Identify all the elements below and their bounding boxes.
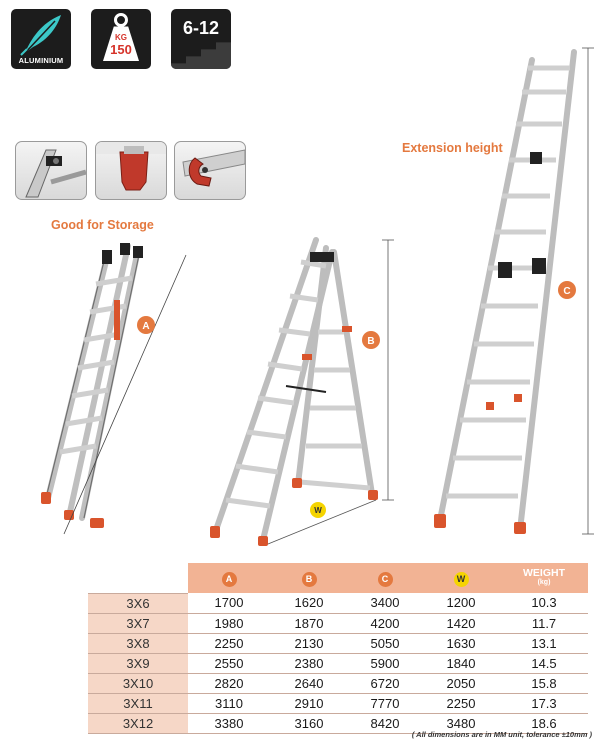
a-cell: 2550 bbox=[188, 653, 270, 673]
model-cell: 3X9 bbox=[88, 653, 188, 673]
marker-a-label: A bbox=[142, 321, 150, 332]
c-cell: 5900 bbox=[348, 653, 422, 673]
weight-cell: 15.8 bbox=[500, 673, 588, 693]
weight-cell: 14.5 bbox=[500, 653, 588, 673]
weight-cell: 18.6 bbox=[500, 713, 588, 733]
w-cell: 2250 bbox=[422, 693, 500, 713]
a-cell: 3380 bbox=[188, 713, 270, 733]
a-cell: 3110 bbox=[188, 693, 270, 713]
b-cell: 3160 bbox=[270, 713, 348, 733]
weight-unit: (kg) bbox=[537, 579, 551, 586]
header-c-marker: C bbox=[378, 572, 393, 587]
header-c bbox=[348, 563, 422, 593]
w-cell: 1630 bbox=[422, 633, 500, 653]
marker-w-label: W bbox=[314, 506, 322, 515]
b-cell: 2130 bbox=[270, 633, 348, 653]
storage-caption: Good for Storage bbox=[51, 218, 154, 232]
a-cell: 2820 bbox=[188, 673, 270, 693]
extension-caption: Extension height bbox=[402, 141, 503, 155]
b-cell: 2640 bbox=[270, 673, 348, 693]
w-cell: 2050 bbox=[422, 673, 500, 693]
extension-ladder-image bbox=[434, 52, 574, 534]
header-w bbox=[422, 563, 500, 593]
c-cell: 4200 bbox=[348, 613, 422, 633]
marker-b bbox=[362, 331, 380, 349]
model-cell: 3X6 bbox=[88, 593, 188, 613]
header-a-marker: A bbox=[222, 572, 237, 587]
weight-cell: 17.3 bbox=[500, 693, 588, 713]
b-cell: 2910 bbox=[270, 693, 348, 713]
c-cell: 7770 bbox=[348, 693, 422, 713]
model-cell: 3X8 bbox=[88, 633, 188, 653]
weight-cell: 10.3 bbox=[500, 593, 588, 613]
table-row bbox=[88, 673, 588, 693]
aluminium-label: ALUMINIUM bbox=[18, 56, 64, 65]
c-cell: 8420 bbox=[348, 713, 422, 733]
table-header-row bbox=[88, 563, 588, 593]
a-cell: 1700 bbox=[188, 593, 270, 613]
weight-label: WEIGHT bbox=[523, 567, 565, 579]
w-cell: 1840 bbox=[422, 653, 500, 673]
b-cell: 1620 bbox=[270, 593, 348, 613]
header-a bbox=[188, 563, 270, 593]
c-cell: 3400 bbox=[348, 593, 422, 613]
model-cell: 3X10 bbox=[88, 673, 188, 693]
weight-cell: 13.1 bbox=[500, 633, 588, 653]
storage-ladder-image bbox=[41, 243, 143, 528]
specification-table bbox=[88, 563, 588, 734]
weight-cell: 11.7 bbox=[500, 613, 588, 633]
header-w-marker: W bbox=[454, 572, 469, 587]
header-b bbox=[270, 563, 348, 593]
header-b-marker: B bbox=[302, 572, 317, 587]
w-cell: 1420 bbox=[422, 613, 500, 633]
a-cell: 1980 bbox=[188, 613, 270, 633]
b-cell: 2380 bbox=[270, 653, 348, 673]
table-footnote: ( All dimensions are in MM unit, tolerance ±10mm ) bbox=[411, 730, 592, 739]
marker-a bbox=[137, 316, 155, 334]
kg-unit-label: KG bbox=[115, 33, 127, 42]
table-row bbox=[88, 633, 588, 653]
marker-b-label: B bbox=[367, 336, 375, 347]
table-row bbox=[88, 653, 588, 673]
w-cell: 3480 bbox=[422, 713, 500, 733]
marker-c-label: C bbox=[563, 286, 571, 297]
header-model bbox=[88, 563, 188, 593]
c-cell: 6720 bbox=[348, 673, 422, 693]
steps-range: 6-12 bbox=[182, 18, 220, 38]
c-cell: 5050 bbox=[348, 633, 422, 653]
marker-c bbox=[558, 281, 576, 299]
table-row bbox=[88, 693, 588, 713]
model-cell: 3X11 bbox=[88, 693, 188, 713]
header-weight bbox=[500, 563, 588, 593]
model-cell: 3X12 bbox=[88, 713, 188, 733]
b-cell: 1870 bbox=[270, 613, 348, 633]
a-frame-ladder-image bbox=[210, 240, 378, 546]
w-cell: 1200 bbox=[422, 593, 500, 613]
a-cell: 2250 bbox=[188, 633, 270, 653]
model-cell: 3X7 bbox=[88, 613, 188, 633]
kg-value: 150 bbox=[110, 42, 132, 57]
table-row bbox=[88, 613, 588, 633]
marker-w bbox=[310, 502, 326, 518]
table-row bbox=[88, 593, 588, 613]
